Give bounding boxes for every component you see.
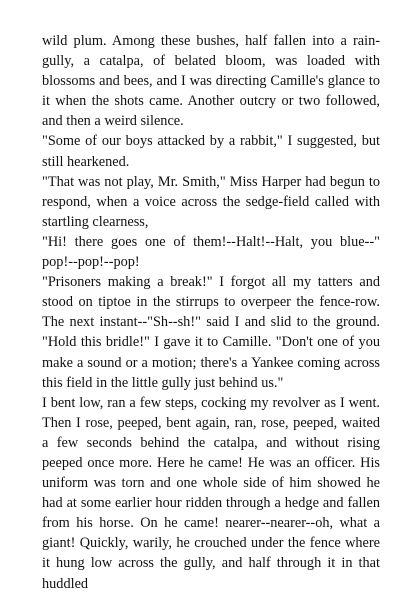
book-page bbox=[42, 31, 380, 594]
paragraph-6: I bent low, ran a few steps, cocking my revolver as I went. Then I rose, peeped, bent again, ran, rose, peeped, waited a few seconds behind the catalpa, and without rising peeped once more. Here he came! He was an officer. His uniform was torn and one whole side of him showed he had at some earlier hour ridden through a hedge and fallen from his horse. On he came! nearer--nearer--oh, what a giant! Quickly, warily, he crouched under the fence where it hung low across the gully, and half through it in that huddled bbox=[42, 394, 380, 592]
paragraph-3: "That was not play, Mr. Smith," Miss Harper had begun to respond, when a voice across the sedge-field called with startling clearness, bbox=[42, 173, 380, 230]
paragraph-4: "Hi! there goes one of them!--Halt!--Halt, you blue--" pop!--pop!--pop! bbox=[42, 233, 380, 271]
paragraph-1: wild plum. Among these bushes, half fallen into a rain-gully, a catalpa, of belated bloom, was loaded with blossoms and bees, and I was directing Camille's glance to it when the shots came. Another outcry or two followed, and then a weird silence. bbox=[42, 33, 380, 130]
paragraph-2: "Some of our boys attacked by a rabbit," I suggested, but still hearkened. bbox=[42, 133, 380, 170]
paragraph-5: "Prisoners making a break!" I forgot all my tatters and stood on tiptoe in the stirrups to overpeer the fence-row. The next instant--"Sh--sh!" said I and slid to the ground. "Hold this bridle!" I gave it to Camille. "Don't one of you make a sound or a motion; there's a Yankee coming across this field in the little gully just behind us." bbox=[42, 274, 380, 391]
